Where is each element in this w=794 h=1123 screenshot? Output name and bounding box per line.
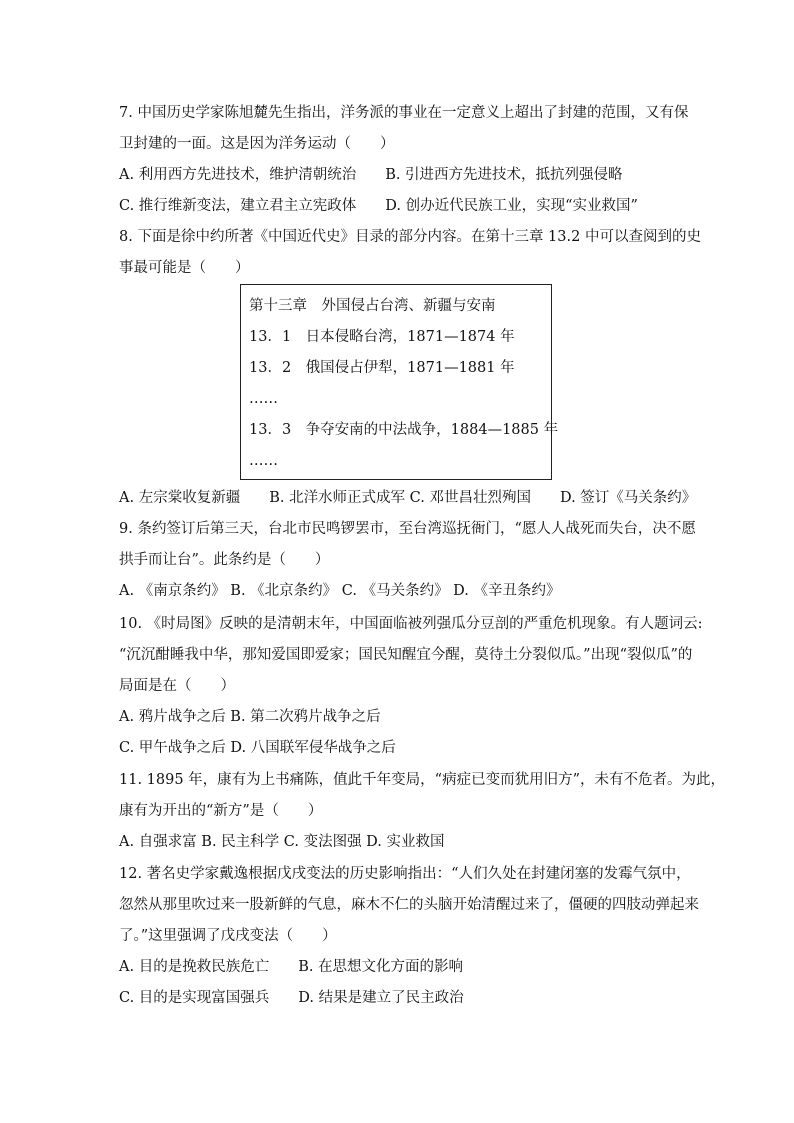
q8-stem-line1: 8. 下面是徐中约所著《中国近代史》目录的部分内容。在第十三章 13.2 中可以查阅到的史 [119,229,701,245]
q7-stem-line2: 卫封建的一面。这是因为洋务运动（ ） [119,136,395,152]
q11-options: A. 自强求富 B. 民主科学 C. 变法图强 D. 实业救国 [119,834,445,850]
q10-stem-line2: “沉沉酣睡我中华，那知爱国即爱家；国民知醒宜今醒，莫待土分裂似瓜。”出现“裂似瓜”的 [119,647,693,663]
toc-item: 13．3 争夺安南的中法战争，1884—1885 年 [249,422,559,438]
toc-item: 13．1 日本侵略台湾，1871—1874 年 [249,329,515,345]
toc-ellipsis: …… [249,391,278,407]
toc-item: 13．2 俄国侵占伊犁，1871—1881 年 [249,360,515,376]
q11-stem-line1: 11. 1895 年，康有为上书痛陈，值此千年变局，“病症已变而犹用旧方”，未有不危者。为此， [119,772,726,788]
q12-stem-line1: 12. 著名史学家戴逸根据戊戌变法的历史影响指出：“人们久处在封建闭塞的发霉气氛中， [119,866,691,882]
q10-stem-line3: 局面是在（ ） [119,678,235,694]
q9-stem-line2: 拱手而让台”。此条约是（ ） [119,552,330,568]
q9-stem-line1: 9. 条约签订后第三天，台北市民鸣锣罢市，至台湾巡抚衙门，“愿人人战死而失台，决不愿 [119,521,696,537]
q10-options-ab: A. 鸦片战争之后 B. 第二次鸦片战争之后 [119,709,381,725]
q12-stem-line3: 了。”这里强调了戊戌变法（ ） [119,928,337,944]
q12-options-ab: A. 目的是挽救民族危亡 B. 在思想文化方面的影响 [119,959,464,975]
q8-options: A. 左宗棠收复新疆 B. 北洋水师正式成军 C. 邓世昌壮烈殉国 D. 签订《马关条约》 [119,490,697,506]
q10-stem-line1: 10. 《时局图》反映的是清朝末年，中国面临被列强瓜分豆剖的严重危机现象。有人题词云: [119,616,703,632]
q7-stem-line1: 7. 中国历史学家陈旭麓先生指出，洋务派的事业在一定意义上超出了封建的范围，又有保 [119,105,689,121]
toc-ellipsis: …… [249,453,278,469]
toc-chapter-title: 第十三章 外国侵占台湾、新疆与安南 [249,298,496,314]
q7-options-ab: A. 利用西方先进技术，维护清朝统治 B. 引进西方先进技术，抵抗列强侵略 [119,167,623,183]
q10-options-cd: C. 甲午战争之后 D. 八国联军侵华战争之后 [119,740,396,756]
q12-options-cd: C. 目的是实现富国强兵 D. 结果是建立了民主政治 [119,990,464,1006]
q11-stem-line2: 康有为开出的“新方”是（ ） [119,803,323,819]
q9-options: A. 《南京条约》 B. 《北京条约》 C. 《马关条约》 D. 《辛丑条约》 [119,583,561,599]
q8-stem-line2: 事最可能是（ ） [119,260,250,276]
q8-toc-box [240,284,559,480]
q7-options-cd: C. 推行维新变法，建立君主立宪政体 D. 创办近代民族工业，实现“实业救国” [119,198,638,214]
q12-stem-line2: 忽然从那里吹过来一股新鲜的气息，麻木不仁的头脑开始清醒过来了，僵硬的四肢动弹起来 [119,897,699,913]
